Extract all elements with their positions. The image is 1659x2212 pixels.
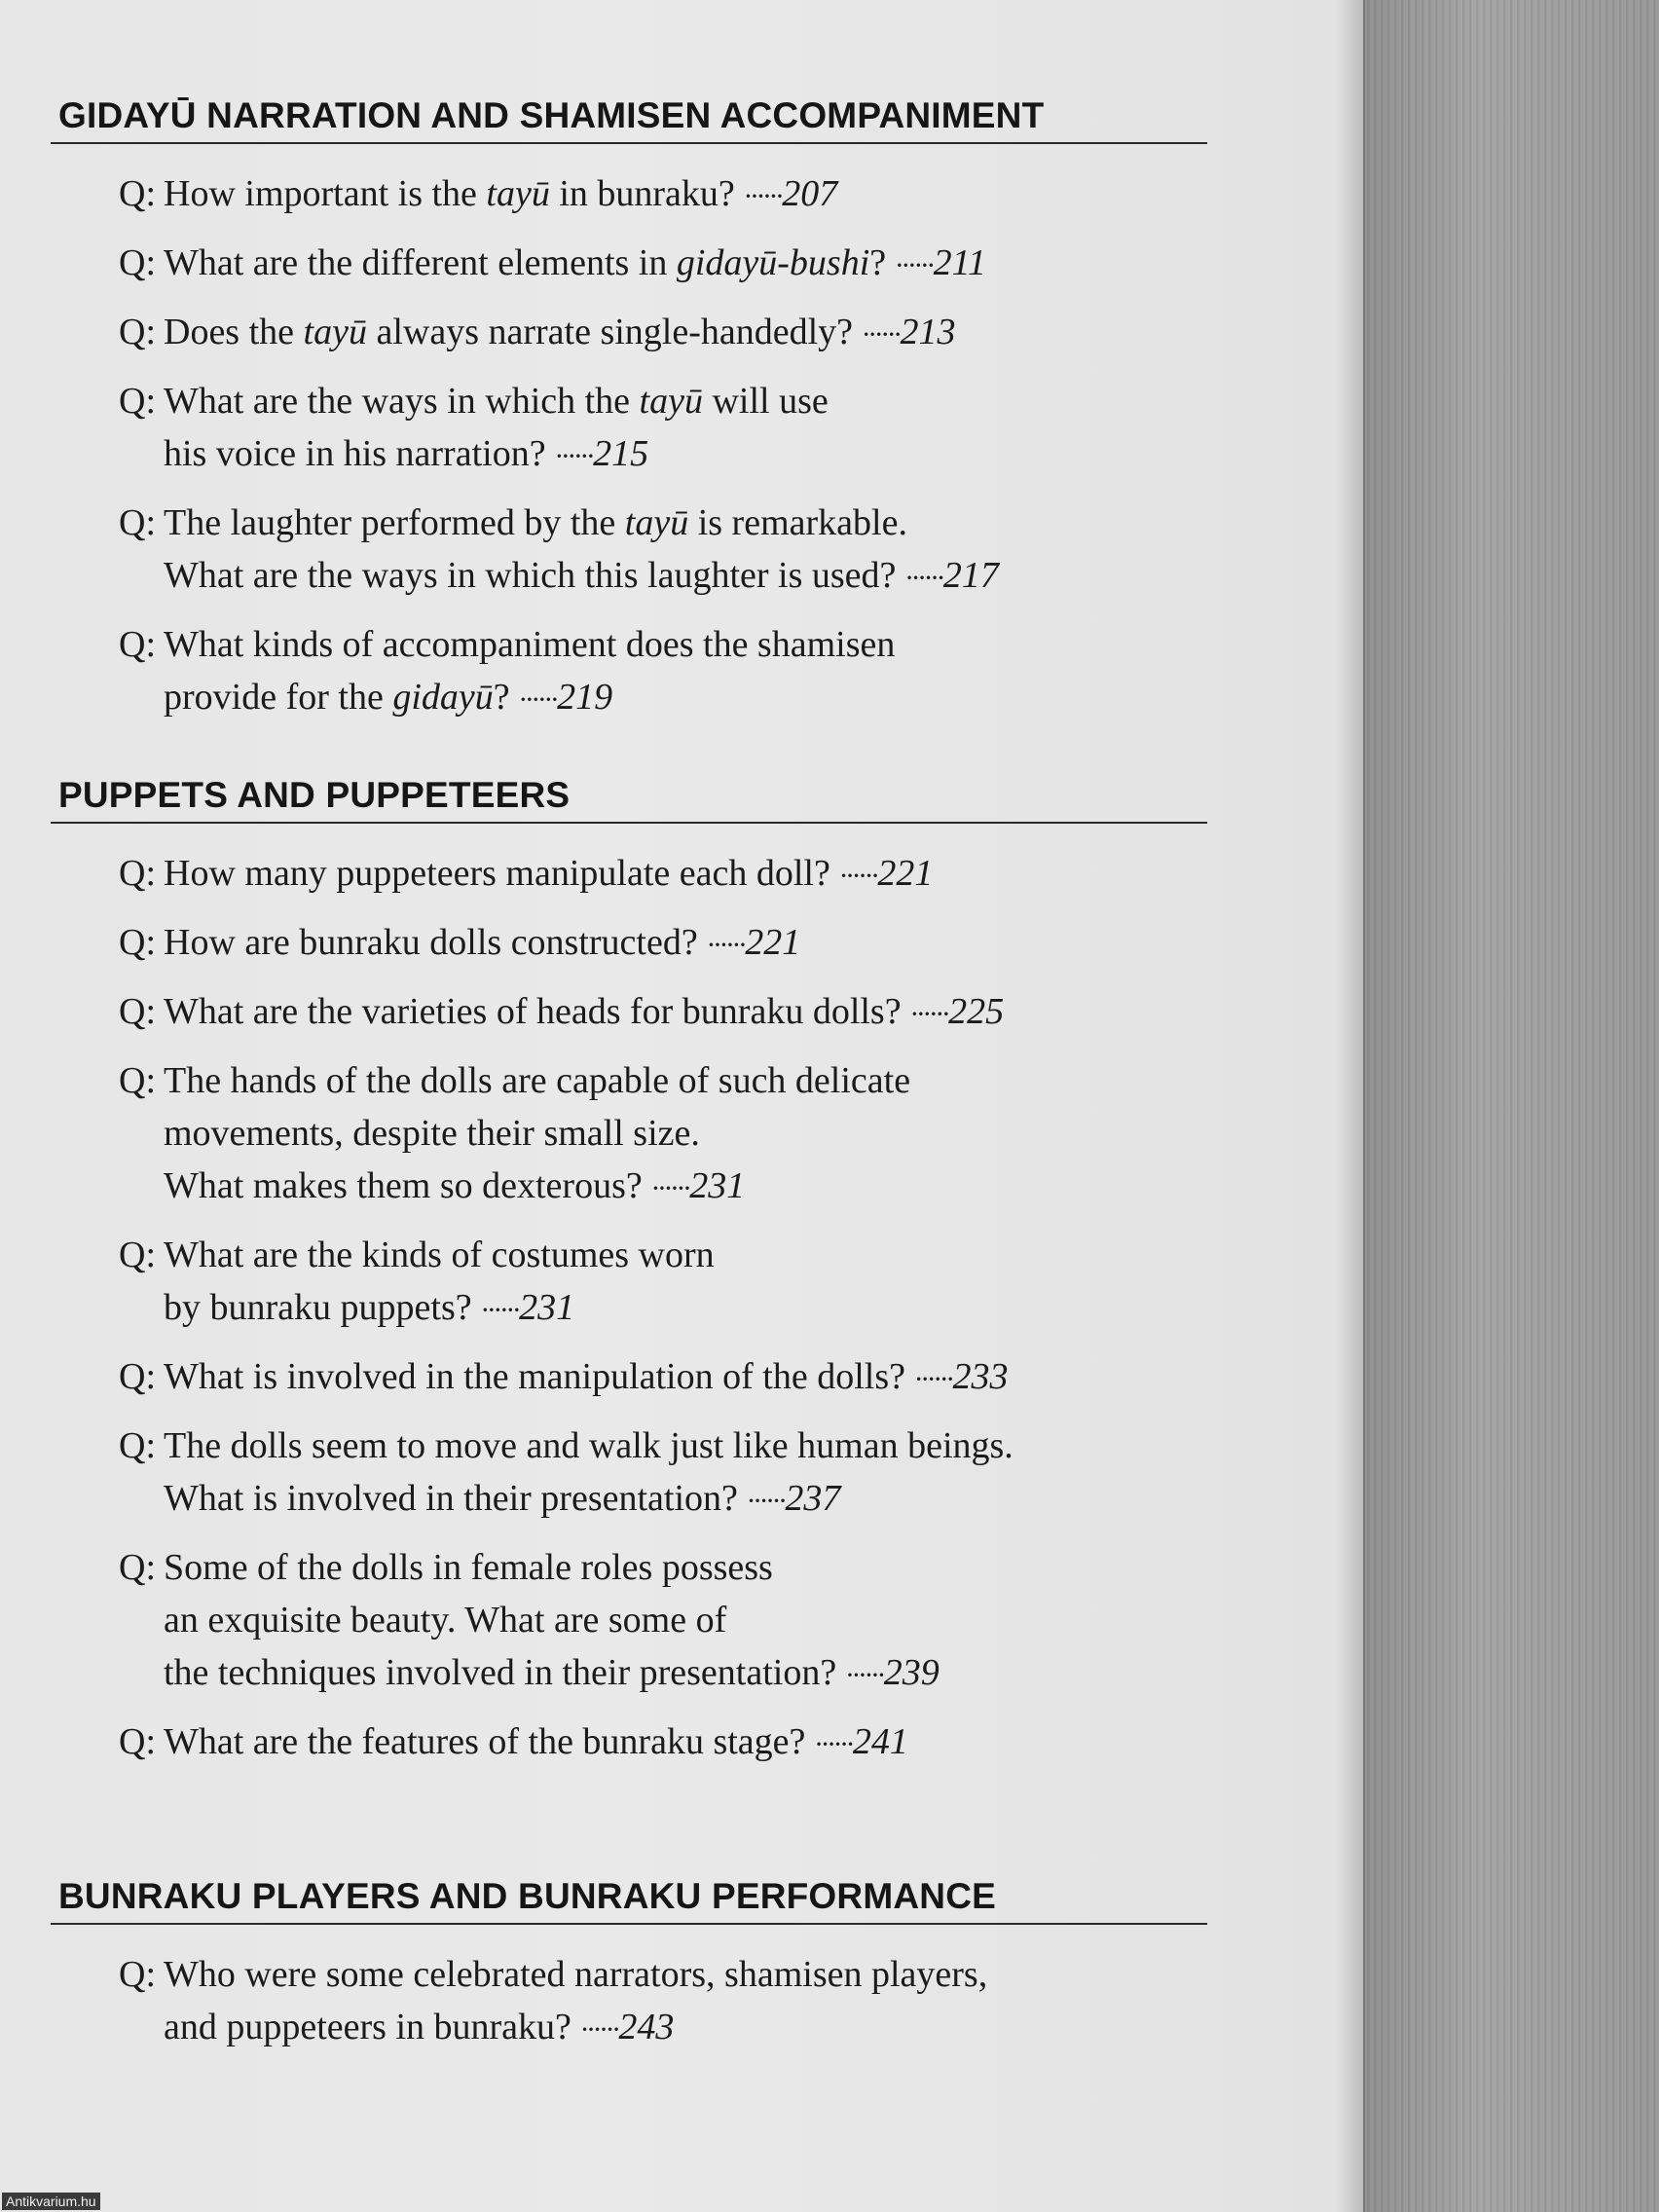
page-number: 215: [593, 433, 649, 474]
leader-dots: ······: [651, 1172, 690, 1204]
question-line: [164, 916, 1207, 972]
question-line: [164, 618, 1207, 671]
question-prefix: Q:: [119, 312, 156, 352]
leader-dots: ······: [555, 440, 594, 472]
question-text: [164, 1054, 1207, 1215]
question-list: [51, 847, 1207, 1771]
question-line: [164, 1472, 1207, 1528]
section-rule: [51, 822, 1207, 824]
question-item: [119, 1229, 1207, 1337]
question-item: [119, 916, 1207, 972]
question-segment: and puppeteers in bunraku?: [164, 2007, 581, 2047]
question-text: [164, 1419, 1207, 1528]
section-rule: [51, 1923, 1207, 1925]
section-gidayu: [51, 95, 1207, 740]
question-prefix: Q:: [119, 242, 156, 283]
background-surface: [1353, 0, 1659, 2212]
question-prefix: Q:: [119, 624, 156, 665]
question-prefix: Q:: [119, 991, 156, 1032]
question-text: [164, 1948, 1207, 2056]
question-line: [164, 671, 1207, 726]
question-item: [119, 847, 1207, 903]
question-segment: How many puppeteers manipulate each doll?: [164, 853, 840, 894]
question-segment: What is involved in their presentation?: [164, 1478, 748, 1519]
leader-dots: ······: [519, 683, 558, 716]
italic-term: tayū: [303, 312, 367, 352]
leader-dots: ······: [580, 2013, 619, 2046]
question-prefix: Q:: [119, 853, 156, 894]
question-text: [164, 916, 1207, 972]
question-segment: What are the kinds of costumes worn: [164, 1235, 715, 1275]
page-number: 217: [942, 555, 999, 596]
question-line: [164, 1594, 1207, 1646]
question-line: [164, 1350, 1207, 1406]
page-number: 211: [933, 242, 986, 283]
question-prefix: Q:: [119, 1954, 156, 1995]
page-number: 221: [877, 853, 934, 894]
question-item: [119, 375, 1207, 483]
question-prefix: Q:: [119, 173, 156, 214]
question-segment: What is involved in the manipulation of the dolls?: [164, 1356, 915, 1397]
leader-dots: ······: [910, 998, 949, 1030]
question-item: [119, 306, 1207, 361]
question-prefix: Q:: [119, 1060, 156, 1101]
question-line: [164, 1229, 1207, 1281]
page-number: 231: [519, 1287, 575, 1328]
question-line: [164, 375, 1207, 427]
question-prefix: Q:: [119, 922, 156, 963]
question-segment: in bunraku?: [549, 173, 745, 214]
question-segment: The hands of the dolls are capable of such delicate: [164, 1060, 911, 1101]
question-text: [164, 237, 1207, 292]
watermark-text: Antikvarium.hu: [2, 2193, 100, 2210]
page-number: 237: [785, 1478, 841, 1519]
question-segment: What are the ways in which this laughter is used?: [164, 555, 905, 596]
leader-dots: ······: [707, 929, 746, 961]
question-segment: ?: [869, 242, 896, 283]
page-number: 243: [618, 2007, 675, 2047]
page-number: 219: [557, 677, 613, 718]
question-line: [164, 2001, 1207, 2056]
question-segment: What are the features of the bunraku stage?: [164, 1721, 815, 1762]
leader-dots: ······: [839, 860, 878, 892]
question-text: [164, 167, 1207, 223]
question-line: [164, 1107, 1207, 1160]
leader-dots: ······: [744, 180, 783, 212]
leader-dots: ······: [895, 249, 934, 281]
question-segment: What makes them so dexterous?: [164, 1165, 652, 1206]
section-heading: BUNRAKU PLAYERS AND BUNRAKU PERFORMANCE: [58, 1876, 996, 1916]
question-item: [119, 618, 1207, 726]
question-text: [164, 618, 1207, 726]
question-text: [164, 306, 1207, 361]
question-segment: The laughter performed by the: [164, 502, 625, 543]
leader-dots: ······: [914, 1363, 953, 1395]
section-heading: GIDAYŪ NARRATION AND SHAMISEN ACCOMPANIMENT: [58, 95, 1045, 135]
question-line: [164, 1419, 1207, 1472]
leader-dots: ······: [814, 1728, 853, 1760]
question-segment: his voice in his narration?: [164, 433, 556, 474]
question-segment: always narrate single-handedly?: [366, 312, 863, 352]
question-segment: is remarkable.: [688, 502, 907, 543]
question-item: [119, 237, 1207, 292]
question-item: [119, 497, 1207, 605]
question-segment: What are the different elements in: [164, 242, 677, 283]
section-puppets: [51, 775, 1207, 1785]
question-item: [119, 1541, 1207, 1702]
question-segment: the techniques involved in their presentation?: [164, 1652, 846, 1693]
question-prefix: Q:: [119, 1721, 156, 1762]
leader-dots: ······: [904, 562, 943, 594]
question-item: [119, 1054, 1207, 1215]
question-line: [164, 1054, 1207, 1107]
page-number: 221: [745, 922, 801, 963]
question-list: [51, 1948, 1207, 2056]
question-prefix: Q:: [119, 1547, 156, 1588]
italic-term: gidayū: [392, 677, 494, 718]
question-segment: will use: [702, 381, 829, 422]
page-number: 233: [952, 1356, 1009, 1397]
leader-dots: ······: [845, 1659, 884, 1691]
page-number: 231: [689, 1165, 746, 1206]
question-line: [164, 985, 1207, 1041]
question-text: [164, 1350, 1207, 1406]
question-prefix: Q:: [119, 502, 156, 543]
question-line: [164, 1948, 1207, 2001]
question-segment: ?: [493, 677, 520, 718]
question-segment: How important is the: [164, 173, 487, 214]
question-line: [164, 1646, 1207, 1702]
question-line: [164, 847, 1207, 903]
italic-term: tayū: [639, 381, 703, 422]
question-text: [164, 847, 1207, 903]
page-number: 225: [948, 991, 1005, 1032]
question-line: [164, 1160, 1207, 1215]
question-line: [164, 167, 1207, 223]
question-text: [164, 1715, 1207, 1771]
question-line: [164, 1715, 1207, 1771]
question-prefix: Q:: [119, 1425, 156, 1466]
question-segment: What kinds of accompaniment does the shamisen: [164, 624, 896, 665]
question-item: [119, 167, 1207, 223]
question-segment: What are the varieties of heads for bunraku dolls?: [164, 991, 911, 1032]
question-item: [119, 1350, 1207, 1406]
question-segment: Who were some celebrated narrators, shamisen players,: [164, 1954, 988, 1995]
question-segment: How are bunraku dolls constructed?: [164, 922, 708, 963]
question-prefix: Q:: [119, 381, 156, 422]
question-item: [119, 1948, 1207, 2056]
page-number: 241: [852, 1721, 908, 1762]
section-heading: PUPPETS AND PUPPETEERS: [58, 775, 571, 815]
question-segment: What are the ways in which the: [164, 381, 640, 422]
question-prefix: Q:: [119, 1235, 156, 1275]
question-line: [164, 237, 1207, 292]
page-number: 239: [883, 1652, 940, 1693]
question-segment: provide for the: [164, 677, 393, 718]
question-text: [164, 1541, 1207, 1702]
question-text: [164, 497, 1207, 605]
question-list: [51, 167, 1207, 726]
page-edge-shadow: [1336, 0, 1365, 2212]
question-item: [119, 1419, 1207, 1528]
question-segment: by bunraku puppets?: [164, 1287, 482, 1328]
question-line: [164, 497, 1207, 549]
question-segment: Some of the dolls in female roles possess: [164, 1547, 773, 1588]
question-segment: an exquisite beauty. What are some of: [164, 1600, 727, 1641]
question-line: [164, 549, 1207, 605]
section-rule: [51, 142, 1207, 144]
leader-dots: ······: [481, 1294, 520, 1326]
question-line: [164, 306, 1207, 361]
page-number: 207: [782, 173, 838, 214]
italic-term: tayū: [624, 502, 689, 543]
question-segment: The dolls seem to move and walk just like human beings.: [164, 1425, 1014, 1466]
question-segment: Does the: [164, 312, 304, 352]
question-text: [164, 375, 1207, 483]
italic-term: tayū: [486, 173, 550, 214]
section-players: [51, 1876, 1207, 2070]
leader-dots: ······: [862, 318, 901, 350]
question-segment: movements, despite their small size.: [164, 1113, 700, 1154]
question-item: [119, 985, 1207, 1041]
question-text: [164, 985, 1207, 1041]
question-text: [164, 1229, 1207, 1337]
question-line: [164, 1281, 1207, 1337]
question-prefix: Q:: [119, 1356, 156, 1397]
page-number: 213: [900, 312, 956, 352]
question-line: [164, 1541, 1207, 1594]
question-item: [119, 1715, 1207, 1771]
leader-dots: ······: [747, 1485, 786, 1517]
italic-term: gidayū-bushi: [676, 242, 870, 283]
question-line: [164, 427, 1207, 483]
